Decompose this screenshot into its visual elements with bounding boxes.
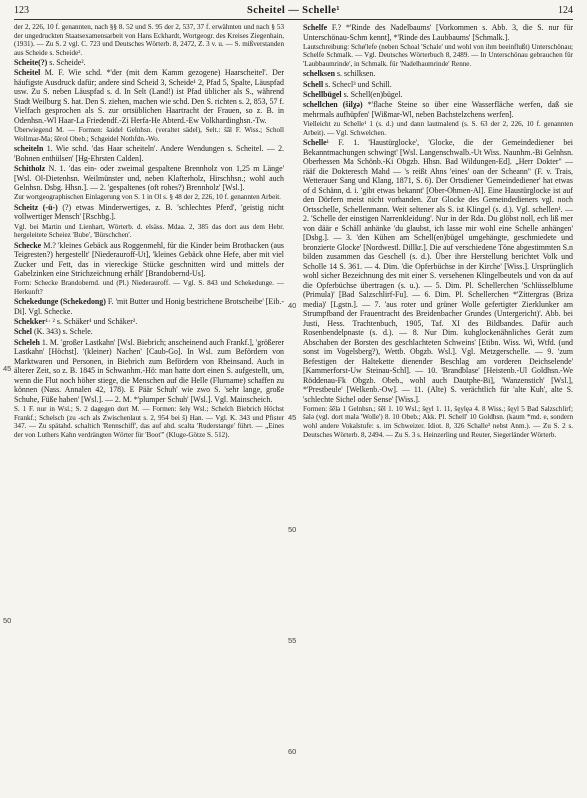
entry-text: ¹· ² s. Schäker¹ und Schäker². bbox=[45, 317, 138, 327]
entry-text: s. Schell(en)bügel. bbox=[341, 89, 403, 99]
entry-text: s. Schecl³ und Schill. bbox=[323, 79, 392, 89]
entry-headword: Schell bbox=[303, 79, 324, 89]
entry-text: ¹ F. 1. 'Haustürglocke', 'Glocke, die der Gemeindediener bei Bekanntmachungen schwingt' [Wsl. Langenschwalb.-Ut Wiss. Naunhm.-Bi Gelnhsn. Oberhessen Ma Schönb.-Ki Obgzb. Hhsn. Bad Wildungen-Ed]. „Herr Dokter" — rääf die Dokteresch Mahd — 's reißt Ahns 'eines' oan der Scheann" (F. v. Trais, Wetterauer Sang und Klang, 1871, S. 6). Der Ortsdiener 'Gemeindediener' hat etwas of d Schänn, d. i. 'gibt etwas bekannt' [Ober-Ohmen-Al]. Eine Haustürglocke ist auf den Dörfern meist nicht vorhanden. Zur Glocke des Gemeindedieners vgl. noch Ortsschelle, Schellenmann. Weit seltener als S. ist Klingel (s. d.). Vgl. schellen¹. — 2. 'Schelle der einstigen Narrenkleidung'. Nur in der Rda. Du glöbst noll, ech liß mer von däär e Schäll anhänke 'du glaubst, ich lasse mir wohl eine Schelle anhängen' [Dsbg.]. — 3. 'den Kühen am Schell(en)bügel umgehängte, geschmiedete und bronzierte Glocke' [Nordwestl. Dillkr.]. Die auf verschiedene Töne abgestimmten S.n bilden zusammen das Geschell (s. d.). Über ihre Herstellung berichtet Volk und Scholle 14 S. 361. — 4. Dim. 'die Opferbüchse in der Kirche' [Wiss.]. Ursprünglich wohl sicher Bezeichnung des mit einer S. versehenen Klingelbeutels und von da auf die Opferbüchse übertragen (s. u.). — 5. Dim. Pl. Schellerchen 'Schlüsselblume (Primula)' [Bad Salzschlirf-Fu]. — 6. Dim. Pl. Schellerchen *'Zittergras (Briza media)' [Lgstn.]. — 7. 'aus roter und grüner Wolle gefertigter Zierklunker am Strumpfband der Frauentracht des Breidenbacher Grundes (Untergericht)'. Abb. bei Justi, Hess. Trachtenbuch, 1905, Taf. XI des Bildbandes. Dafür auch Rosenbendelpnaste (s. d.). — 8. Nur Dim. kuhglockenähnliches Gerät zum Abschaben der Borsten des geschlachteten Schweins' [Etibn. Wiss. Wi, Wtfd. (und sonst im Vogelsberg?), Wettb. Obgzb. Wsl.]. Vgl. Metzgerschelle. — 9. 'zum Befestigen der Haltekette dienender Beschlag am vorderen Deichselende' [Kammerforst-Uw Steinau-Schl]. — 10. 'Brandblase' [Heistenb.-Ul Goldhsn.-We Röddenau-Fk Obgzb. Obeb., wohl auch Dautphe-Bi], 'Wanzenstich' [Wsl.], *'Prestbeule' [Welkenb.-Ow]. — 11. (Alte) S. verächtlich für 'alte Kuh', alte S. 'schlechte Sichel oder Sense' [Wiss.]. bbox=[303, 138, 573, 404]
dictionary-entry bbox=[303, 90, 573, 100]
entry-text: s. Scheide². bbox=[47, 58, 86, 68]
line-number-mark: 55 bbox=[288, 636, 297, 645]
dictionary-entry bbox=[14, 279, 284, 296]
dictionary-entry bbox=[14, 164, 284, 193]
entry-text: 1. M. 'großer Lastkahn' [Wsl. Biebrich; anscheinend auch Frankf.], 'größerer Lastkahn' [Höchst]. '(kleiner) Nachen' [Caub-Go]. In Wsl. zum Befördern von Marktwaren und Personen, in Biebrich zum Befördern von Rheinsand. Auch in älterer Zeit, so z. B. 1845 in Schwanhm.-Hö: man hatte dort einen S. aufgestellt, um, wenn die Flut noch höher stiege, die Menschen auf die Helle (Flurname) schaffen zu können (Nass. Annalen 42, 178). E Päär Schuh' wie zwo S. 'sehr lange, große Schuhe, Füße haben' [Wsl.]. — 2. M. *'plumper Schuh' [Wsl.]. Vgl. Mainscheich. bbox=[14, 337, 284, 404]
dictionary-entry bbox=[303, 43, 573, 69]
entry-text: F.? *'Rinde des Nadelbaums' [Vorkommen s. Abb. 3, die S. nur für Unterschönau-Schm kennt], *'Rinde des Laubbaums' [Schmalk.]. bbox=[303, 23, 573, 42]
entry-headword: Scheitel bbox=[14, 68, 41, 78]
entry-headword: Schekker bbox=[14, 317, 46, 327]
entry-text: (K. 343) s. Schele. bbox=[31, 327, 93, 337]
entry-headword: Scheleh bbox=[14, 337, 40, 347]
dictionary-entry bbox=[303, 100, 573, 119]
entry-text: M.? 'kleines Gebäck aus Roggenmehl, für die Kinder beim Brotbacken (aus Teigresten?) hergestellt' [Niederauroff-Ut], 'kleines Gebäck ohne Hefe, aber mit viel Zucker und Fett, das in viereckige Stücke geschnitten wird und mittels der Gabelzinken eine Strichzeichnung erhält' [Brandobernd-Us]. bbox=[14, 240, 284, 279]
dictionary-entry bbox=[303, 138, 573, 404]
dictionary-entry bbox=[14, 68, 284, 125]
header-rule bbox=[14, 19, 573, 20]
dictionary-entry bbox=[14, 338, 284, 405]
dictionary-entry bbox=[14, 126, 284, 143]
line-number-mark: 45 bbox=[3, 364, 12, 373]
entry-headword: scheiteln bbox=[14, 144, 44, 154]
dictionary-entry bbox=[14, 223, 284, 240]
entry-headword: schellchen (šilχə) bbox=[303, 100, 363, 110]
entry-text: (?) etwas Minderwertiges, z. B. 'schlechtes Pferd', 'geistig nicht vollwertiger Mensch' [Rschbg.]. bbox=[14, 202, 284, 222]
line-number-mark: 50 bbox=[3, 616, 12, 625]
entry-text: M. F. Wie schd. *'der (mit dem Kamm gezogene) Haarscheitel'. Der häufigste Ausdruck dafür; andere sind Scheid 3, Scheide¹ 2, Pfad 5, Spalte, Läuspfad usw. Zu S. neben Läuspfad s. d. In Selt (Land!) ist Pfad üblicher als S., während Stadt Weilburg S. hat. Den S. ziehen, machen wie schd. Den S. richten s. 2, 853, 57 f. Vielfach gesprochen als S. zur ortsüblichen Haartracht der Frauen, so z. B. in Odenhsn.-Wl Haar-La Friedendf.-Zi Herfa-He Abterd.-Ew Volkhardinghsn.-Tw. bbox=[14, 68, 284, 125]
entry-text: S. 1 F. nur in Wsl.; S. 2 dagegen dort M. — Formen: šelγ Wsl.; Schelch Biebrich Höchst Frankf.; Schelsch (zu -sch als Zwischenlaut s. 2, 954 bei š) Han. — Vgl. K. 343 und Pfister 347. — Zu spätahd. schaltich 'Rennschiff', das auf ahd. scalta 'Ruderstange' führt. — „Eines der von Luthers Kahn verdrängten Wörter für 'Boot'" (Kluge-Götze S. 512). bbox=[14, 404, 284, 439]
entry-text: Formen: šēlə 1 Gelnhsn.; šēl 1. 10 Wsl.; šęyl 1. 11, šęylęə 4. 8 Wiss.; šęyl 5 Bad Salzschlirf; šalə (vgl. dort mala 'Wolle') 8. 10 Obeb.; Akk. Pl. Schell' 10 Goldhsn. (kaum *md. e, sondern wohl andere Vokalstufe: s. im Schweizer. Idiot. 8, 326 Schalle³ nebst Anm.). — Zu S. 2 s. Deutsches Wörterb. 8, 2494. — Zu S. 3 s. Heinzerling und Reuter, Siegerländer Wörterb. bbox=[303, 404, 573, 439]
entry-headword: Schecke bbox=[14, 240, 42, 250]
line-number-mark: 60 bbox=[288, 747, 297, 756]
entry-text: Überwiegend M. — Formen: šaidel Gelnhsn. (veraltet sädel), Selt.: šāl F. Wiss.; Scholl Wollmar-Ma; šērol Obeb.; Schgeidel Nothfdn.-Wo. bbox=[14, 126, 284, 143]
page-number-left: 123 bbox=[14, 5, 29, 16]
dictionary-entry bbox=[14, 144, 284, 163]
entry-text: F. 'mit Butter und Honig bestrichene Brotscheibe' [Eib.-Di]. Vgl. Schecke. bbox=[14, 297, 284, 316]
dictionary-entry bbox=[14, 23, 284, 57]
entry-text: s. schilksen. bbox=[335, 69, 376, 79]
line-number-mark: 40 bbox=[288, 301, 297, 310]
line-number-mark: 50 bbox=[288, 525, 297, 534]
entry-text: der 2, 226, 10 f. genannten, nach §§ 8. 52 und S. 95 der 2, 537, 37 f. erwähnten und nach § 53 der ungedruckten Staatsexamensarbeit von Hans Eckhardt, Wortgeogr. des Kreises Ziegenhain, (1931). — Zu S. 2 vgl. C. 723 und Deutsches Wörterb. 8, 2472, Z. 3 v. u. — S. mißverstanden aus Scheide s. Scheide². bbox=[14, 23, 284, 57]
entry-text: Vielleicht zu Schelle¹ 1 (s. d.) und dann lautmalend (s. S. 63 der 2, 226, 10 f. genannten Arbeit). — Vgl. Schwelchen. bbox=[303, 120, 573, 137]
dictionary-entry bbox=[14, 241, 284, 279]
dictionary-entry bbox=[14, 297, 284, 316]
entry-text: Zur wortgeographischen Einlagerung von S. 1 in Ol s. § 48 der 2, 226, 10 f. genannten Arbeit. bbox=[14, 193, 281, 202]
dictionary-entry bbox=[303, 405, 573, 439]
entry-text: Form: Schecke Brandobernd. und (Pl.) Niederauroff. — Vgl. S. 843 und Schekedunge. — Herkunft? bbox=[14, 279, 284, 296]
entry-text: *'flache Steine so über eine Wasserfläche werfen, daß sie mehrmals aufhüpfen' [Wißmar-Wl, neben Bachstelzchens werfen]. bbox=[303, 100, 573, 119]
dictionary-entry bbox=[14, 203, 284, 222]
entry-text: N. 1. 'das ein- oder zweimal gespaltene Brennholz von 1,25 m Länge' [Wsl. Ol-Dietenhsn. Weilmünster und, neben Klafterholz, Hirschhsn.; wohl auch Gelnhsn. Dsbg. Hhsn.]. — 2. 'gespaltenes (oft rohes?) Brennholz' [Wsl.]. bbox=[14, 164, 284, 193]
dictionary-entry bbox=[14, 58, 284, 68]
running-title: Scheitel — Schelle¹ bbox=[247, 5, 340, 16]
entry-headword: Scheitz (-ü-) bbox=[14, 202, 58, 212]
dictionary-entry bbox=[14, 327, 284, 337]
dictionary-entry bbox=[303, 23, 573, 42]
entry-headword: Schekedunge (Schekedong) bbox=[14, 297, 106, 307]
dictionary-entry bbox=[14, 317, 284, 327]
running-header bbox=[14, 4, 573, 18]
line-number-mark: 45 bbox=[288, 413, 297, 422]
dictionary-entry bbox=[14, 405, 284, 439]
left-column bbox=[14, 23, 284, 792]
dictionary-entry bbox=[14, 193, 284, 202]
entry-text: 1. Wie schd. 'das Haar scheiteln'. Andere Wendungen s. Scheitel. — 2. 'Bohnen enthülsen' [Hg-Ehrsten Calden]. bbox=[14, 144, 284, 163]
dictionary-entry bbox=[303, 80, 573, 90]
entry-text: Lautschreibung: Schø'lefe (neben Schoal 'Schale' und wohl von ihm beeinflußt) Unterschönau; Schelfe Schmalk. — Vgl. Deutsches Wörterbuch 8, 2489. — In Unterschönau gebrauchen für 'Laubbaumrinde', in Schmalk. für 'Nadelbaumrinde' Renne. bbox=[303, 42, 573, 68]
entry-headword: Schellbügel bbox=[303, 89, 342, 99]
entry-text: Vgl. bei Martin und Lienhart, Wörterb. d. elsäss. Mdaa. 2, 385 das dort aus dem Hebr. hergeleitete Scheiez 'Bube', 'Bürschchen'. bbox=[14, 222, 284, 240]
dictionary-entry bbox=[303, 120, 573, 137]
right-column bbox=[303, 23, 573, 792]
page-number-right: 124 bbox=[558, 5, 573, 16]
entry-headword: Schelfe bbox=[303, 23, 328, 32]
dictionary-entry bbox=[303, 69, 573, 79]
entry-headword: Schitholz bbox=[14, 164, 46, 174]
entry-headword: Schel bbox=[14, 327, 32, 337]
entry-headword: schelksen bbox=[303, 69, 336, 79]
entry-headword: Schelle bbox=[303, 138, 327, 148]
entry-headword: Scheite(?) bbox=[14, 58, 48, 68]
